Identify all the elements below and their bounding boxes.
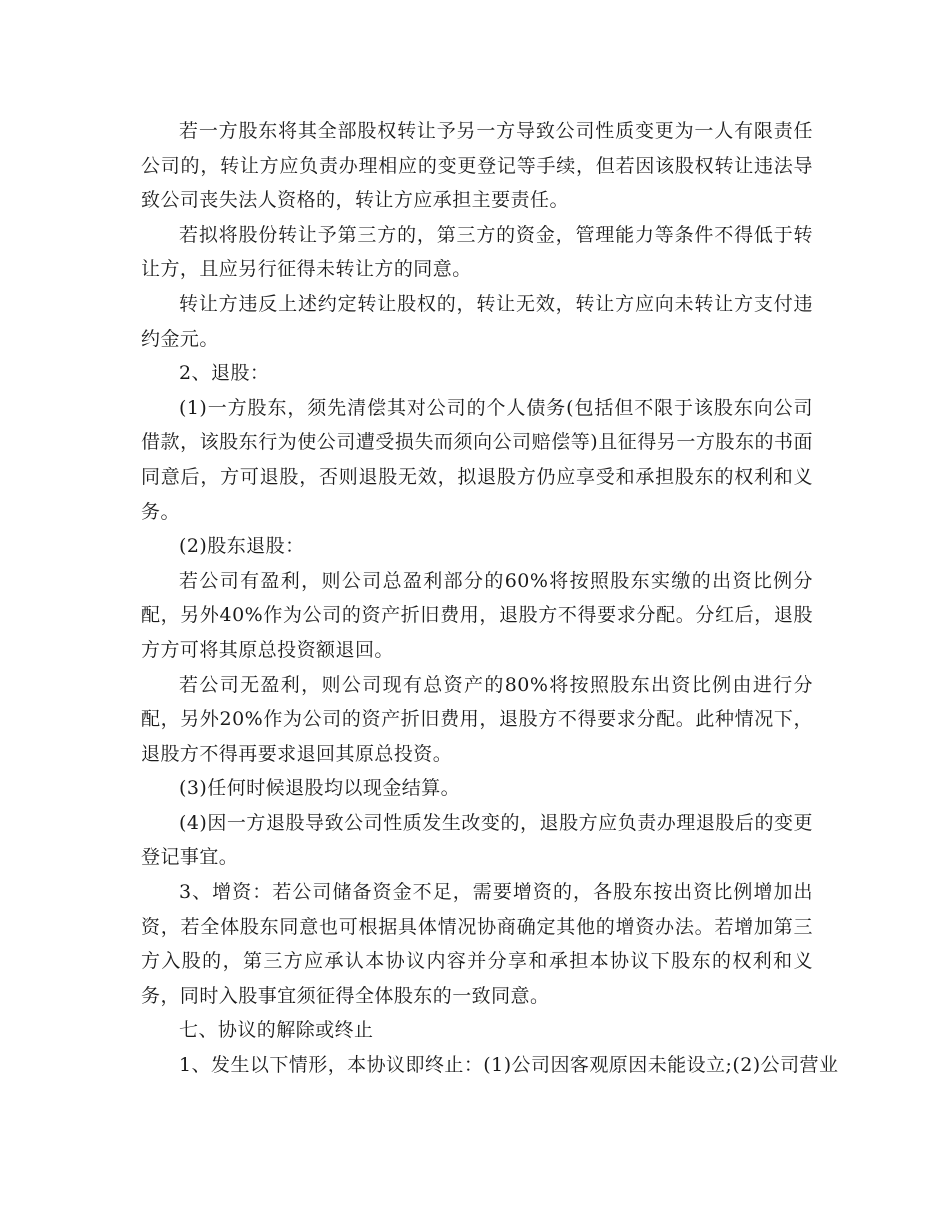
- document-body: [141, 114, 839, 1083]
- paragraph-transfer-breach: 转让方违反上述约定转让股权的，转让无效，转让方应向未转让方支付违约金元。: [141, 292, 813, 350]
- paragraph-withdrawal-no-profit: 若公司无盈利，则公司现有总资产的80%将按照股东出资比例由进行分配，另外20%作为公司的资产折旧费用，退股方不得要求分配。此种情况下，退股方不得再要求退回其原总投资。: [141, 673, 813, 765]
- paragraph-capital-increase: 3、增资：若公司储备资金不足，需要增资的，各股东按出资比例增加出资，若全体股东同意也可根据具体情况协商确定其他的增资办法。若增加第三方入股的，第三方应承认本协议内容并分享和承担本协议下股东的权利和义务，同时入股事宜须征得全体股东的一致同意。: [141, 881, 813, 1007]
- paragraph-transfer-one-person-company: 若一方股东将其全部股权转让予另一方导致公司性质变更为一人有限责任公司的，转让方应负责办理相应的变更登记等手续，但若因该股权转让违法导致公司丧失法人资格的，转让方应承担主要责任。: [141, 120, 813, 212]
- heading-termination: 七、协议的解除或终止: [179, 1019, 374, 1042]
- paragraph-withdrawal-registration: (4)因一方退股导致公司性质发生改变的，退股方应负责办理退股后的变更登记事宜。: [141, 811, 813, 869]
- paragraph-termination-1: 1、发生以下情形，本协议即终止：(1)公司因客观原因未能设立;(2)公司营业: [179, 1054, 839, 1077]
- paragraph-withdrawal-cash: (3)任何时候退股均以现金结算。: [179, 777, 461, 800]
- paragraph-withdrawal-profit: 若公司有盈利，则公司总盈利部分的60%将按照股东实缴的出资比例分配，另外40%作为公司的资产折旧费用，退股方不得要求分配。分红后，退股方方可将其原总投资额退回。: [141, 569, 813, 661]
- paragraph-withdrawal-1: (1)一方股东，须先清偿其对公司的个人债务(包括但不限于该股东向公司借款，该股东行为使公司遭受损失而须向公司赔偿等)且征得另一方股东的书面同意后，方可退股，否则退股无效，拟退股方仍应享受和承担股东的权利和义务。: [141, 396, 813, 523]
- heading-withdrawal-2: (2)股东退股：: [179, 535, 305, 558]
- heading-withdrawal: 2、退股：: [179, 362, 270, 385]
- paragraph-transfer-third-party: 若拟将股份转让予第三方的，第三方的资金，管理能力等条件不得低于转让方，且应另行征得未转让方的同意。: [141, 223, 813, 281]
